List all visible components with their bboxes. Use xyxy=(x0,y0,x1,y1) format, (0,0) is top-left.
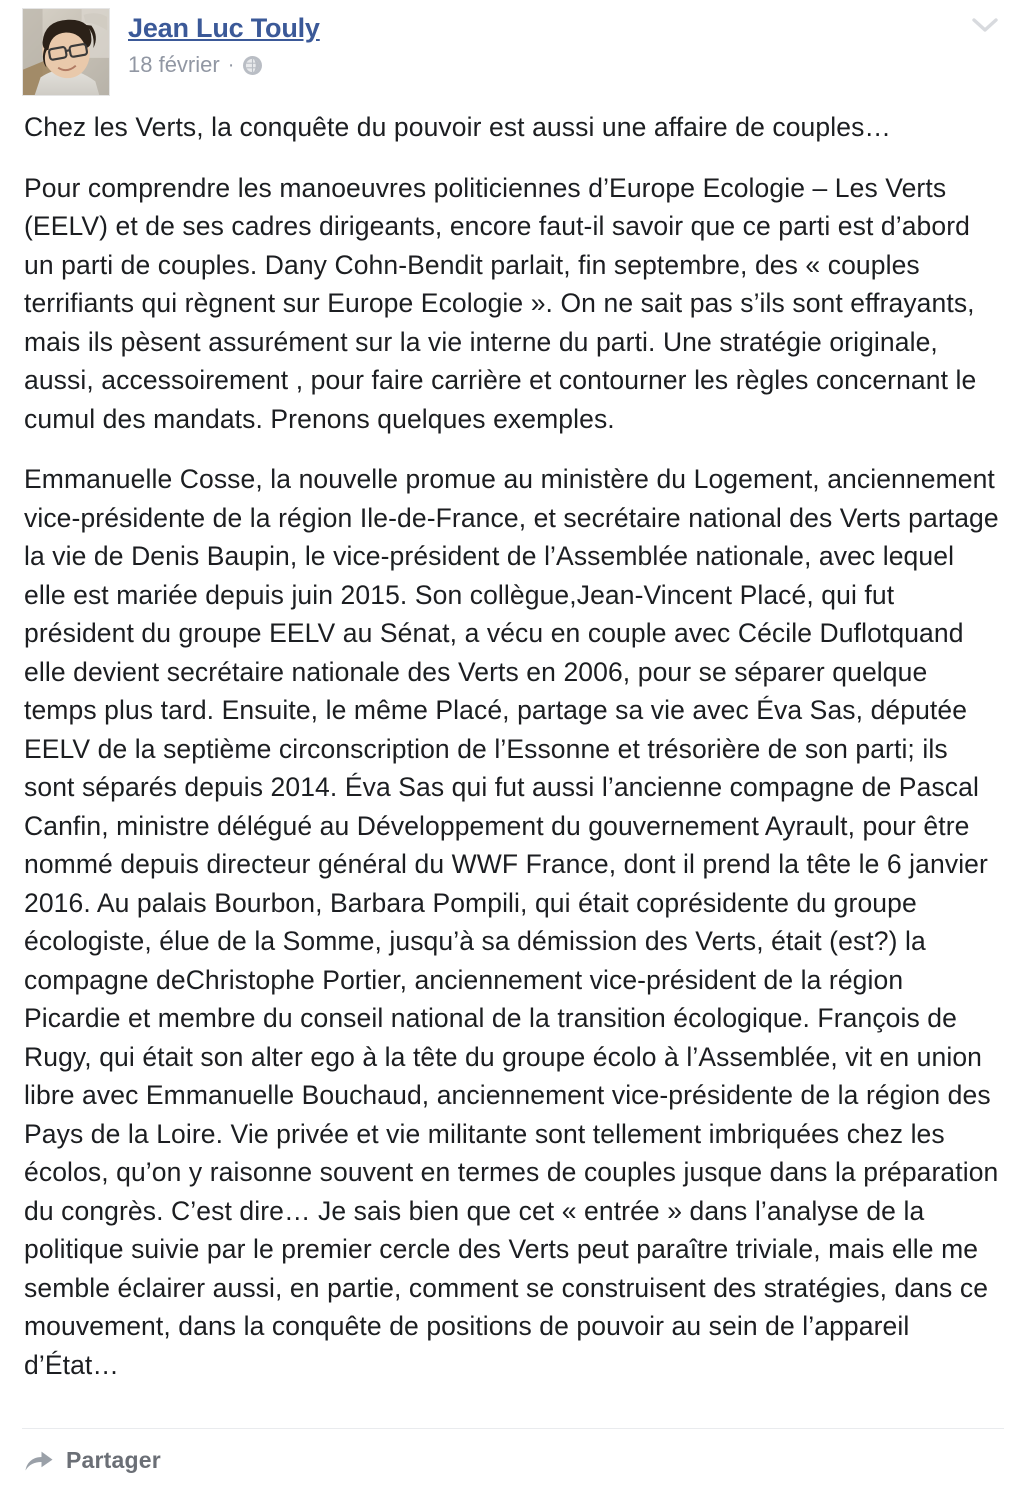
post-paragraph-1: Chez les Verts, la conquête du pouvoir est aussi une affaire de couples… xyxy=(24,112,892,142)
share-arrow-icon xyxy=(24,1449,54,1473)
share-label: Partager xyxy=(66,1447,161,1473)
post-footer xyxy=(0,1428,1024,1490)
share-button[interactable] xyxy=(0,1429,194,1474)
post-header xyxy=(0,0,1024,92)
avatar[interactable] xyxy=(22,8,110,96)
post-message xyxy=(0,108,1024,1384)
post-meta xyxy=(128,53,320,77)
post-paragraph-2: Pour comprendre les manoeuvres politiciennes d’Europe Ecologie – Les Verts (EELV) et de ses cadres dirigeants, encore faut-il savoir que ce parti est d’abord un parti de couples. Dany Cohn-Bendit parlait, fin septembre, des « couples terrifiants qui règnent sur Europe Ecologie ». On ne sait pas s’ils sont effrayants, mais ils pèsent assurément sur la vie interne du parti. Une stratégie originale, aussi, accessoirement , pour faire carrière et contourner les règles concernant le cumul des mandats. Prenons quelques exemples. xyxy=(24,172,977,434)
meta-separator: · xyxy=(227,53,235,76)
author-name-link[interactable]: Jean Luc Touly xyxy=(128,13,320,43)
post-paragraph-3: Emmanuelle Cosse, la nouvelle promue au ministère du Logement, anciennement vice-présidente de la région Ile-de-France, et secrétaire national des Verts partage la vie de Denis Baupin, le vice-président de l’Assemblée nationale, avec lequel elle est mariée depuis juin 2015. Son collègue,Jean-Vincent Placé, qui fut président du groupe EELV au Sénat, a vécu en couple avec Cécile Duflotquand elle devient secrétaire nationale des Verts en 2006, pour se séparer quelque temps plus tard. Ensuite, le même Placé, partage sa vie avec Éva Sas, députée EELV de la septième circonscription de l’Essonne et trésorière de son parti; ils sont séparés depuis 2014. Éva Sas qui fut aussi l’ancienne compagne de Pascal Canfin, ministre délégué au Développement du gouvernement Ayrault, pour être nommé depuis directeur général du WWF France, dont il prend la tête le 6 janvier 2016. Au palais Bourbon, Barbara Pompili, qui était coprésidente du groupe écologiste, élue de la Somme, jusqu’à sa démission des Verts, était (est?) la compagne deChristophe Portier, anciennement vice-président de la région Picardie et membre du conseil national de la transition écologique. François de Rugy, qui était son alter ego à la tête du groupe écolo à l’Assemblée, vit en union libre avec Emmanuelle Bouchaud, anciennement vice-présidente de la région des Pays de la Loire. Vie privée et vie militante sont tellement imbriquées chez les écolos, qu’on y raisonne souvent en termes de couples jusque dans la préparation du congrès. C’est dire… Je sais bien que cet « entrée » dans l’analyse de la politique suivie par le premier cercle des Verts peut paraître triviale, mais elle me semble éclairer aussi, en partie, comment se construisent des stratégies, dans ce mouvement, dans la conquête de positions de pouvoir au sein de l’appareil d’État… xyxy=(24,464,999,1380)
globe-icon[interactable] xyxy=(242,55,263,76)
post-header-text xyxy=(128,8,320,77)
chevron-down-icon xyxy=(972,17,998,33)
post-options-button[interactable] xyxy=(968,10,1002,40)
post-date[interactable]: 18 février xyxy=(128,51,220,77)
